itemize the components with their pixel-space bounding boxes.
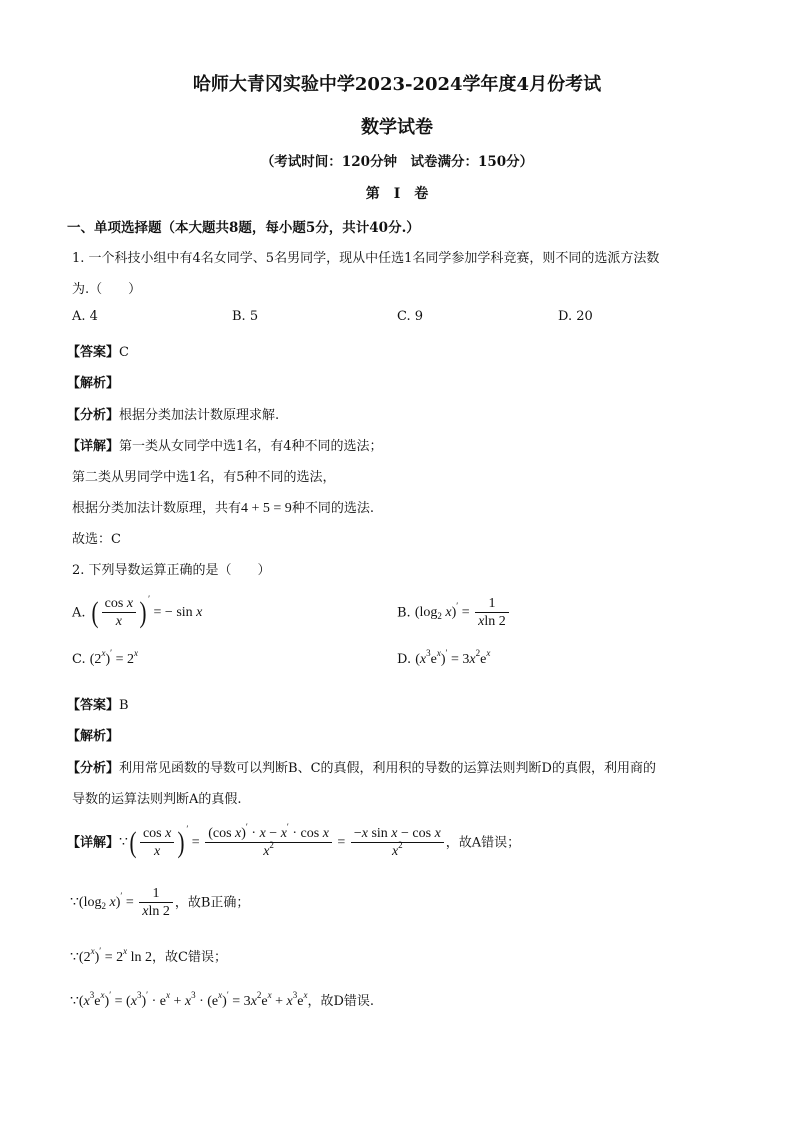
fenxi-text: 利用常见函数的导数可以判断B、C的真假，利用积的导数的运算法则判断D的真假，利用商的 <box>119 761 656 776</box>
q1-stem-line1: 1. 一个科技小组中有4名女同学、5名男同学，现从中任选1名同学参加学科竞赛，则不同的选派方法数 <box>72 251 660 266</box>
fenxi-tag: 【分析】 <box>67 408 120 423</box>
sum-formula: 4 + 5 = 9 <box>241 501 292 516</box>
answer-value: B <box>119 698 129 713</box>
q1-conclusion: 故选：C <box>72 532 121 547</box>
q2-option-b: B. ($\log_2$ x)′ = $\frac{1}{xln 2}$ <box>397 592 511 634</box>
volume-label: 第 Ⅰ 卷 <box>365 186 429 202</box>
answer-tag: 【答案】 <box>67 345 120 360</box>
q2-detail-b: $\because(\log_2$ x)′ = $\frac{1}{xln 2}$ ，故B正确； <box>70 882 249 924</box>
section-heading: 一、单项选择题（本大题共8题，每小题5分，共计40分.） <box>67 220 420 236</box>
q2-answer-row <box>67 694 129 713</box>
q1-answer-row <box>67 341 129 360</box>
q1-option-c: C. 9 <box>397 309 424 324</box>
formula-d: $(x^3e^x)' = 3x^2e^x$ <box>415 648 491 667</box>
q2-fenxi-line2: 导数的运算法则判断A的真假. <box>72 792 242 807</box>
exam-info: （考试时间：120分钟 试卷满分：150分） <box>260 154 534 170</box>
q1-option-d: D. 20 <box>558 309 593 324</box>
q1-xiangjie-row <box>67 435 383 454</box>
exam-title: 哈师大青冈实验中学2023-2024学年度4月份考试 <box>192 74 602 95</box>
xiangjie-tag: 【详解】 <box>67 835 120 851</box>
formula-b: ($\log_2$ x)′ = $\frac{1}{xln 2}$ <box>415 592 511 634</box>
q2-fenxi-row <box>67 757 656 776</box>
xiangjie-text: 第一类从女同学中选1名，有4种不同的选法； <box>119 439 383 454</box>
q2-stem: 2. 下列导数运算正确的是（ ） <box>72 563 271 578</box>
analysis-tag: 【解析】 <box>67 376 120 391</box>
fenxi-text: 根据分类加法计数原理求解. <box>119 408 280 423</box>
answer-value: C <box>119 345 129 360</box>
formula-a: ( $\frac{\text{cos x}}{x}$ ) ′ = − sin x <box>91 594 203 630</box>
exam-subtitle: 数学试卷 <box>361 117 433 138</box>
detail-b-formula: $\because(\log_2$ x)′ = $\frac{1}{xln 2}$ <box>70 882 175 924</box>
xiangjie-tag: 【详解】 <box>67 439 120 454</box>
q2-detail-d: $\because(x^3e^x)' = (x^3)' \cdot e^x + x^3 \cdot (e^x)' = 3x^2e^x + x^3e^x$，故D错误. <box>70 990 375 1009</box>
q1-fenxi-row <box>67 404 279 423</box>
analysis-tag: 【解析】 <box>67 729 120 744</box>
q1-xiangjie-line3: 根据分类加法计数原理，共有4 + 5 = 9种不同的选法. <box>72 501 374 516</box>
q2-detail-a: 【详解】∵( $\frac{\text{cos x}}{x}$ ) ′ = $\frac{(\cos x)' \cdot x - x' \cdot \cos x}{x^2}$ = $\frac{\text{−x sin x − cos x}}{x^2}$ ，故A错误； <box>67 822 520 864</box>
q2-option-c: C. $(2^x)' = 2^x$ <box>72 648 138 667</box>
detail-a-formula: ∵( $\frac{\text{cos x}}{x}$ ) ′ = $\frac{(\cos x)' \cdot x - x' \cdot \cos x}{x^2}$ = $\frac{\text{−x sin x − cos x}}{x^2}$ <box>119 822 446 864</box>
formula-c: $(2^x)' = 2^x$ <box>89 648 138 667</box>
q1-stem-line2: 为.（ ） <box>72 282 142 297</box>
answer-tag: 【答案】 <box>67 698 120 713</box>
q1-option-a: A. 4 <box>72 309 98 324</box>
detail-d-formula: $\because(x^3e^x)' = (x^3)' \cdot e^x + x^3 \cdot (e^x)' = 3x^2e^x + x^3e^x$ <box>70 990 308 1009</box>
q2-detail-c: $\because(2^x)' = 2^x$ ln 2，故C错误； <box>70 946 227 965</box>
q1-xiangjie-line2: 第二类从男同学中选1名，有5种不同的选法， <box>72 470 336 485</box>
detail-c-formula: $\because(2^x)' = 2^x$ ln 2 <box>70 946 153 965</box>
fenxi-tag: 【分析】 <box>67 761 120 776</box>
q1-option-b: B. 5 <box>232 309 259 324</box>
q2-option-d: D. $(x^3e^x)' = 3x^2e^x$ <box>397 648 491 667</box>
q2-option-a: A. ( $\frac{\text{cos x}}{x}$ ) ′ = − sin x <box>72 592 202 634</box>
